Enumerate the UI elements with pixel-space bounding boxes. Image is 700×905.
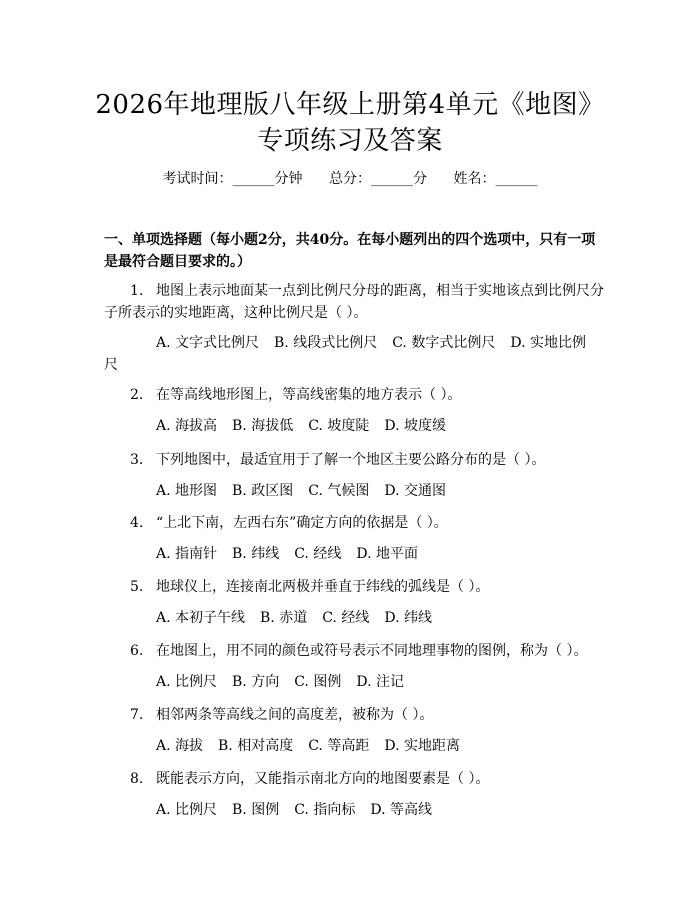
question-text: 在等高线地形图上，等高线密集的地方表示（ ）。 [156,387,462,403]
option-b: B. 赤道 [260,610,308,626]
option-a: A. 比例尺 [156,802,218,818]
option-b: B. 图例 [232,802,280,818]
question-3 [104,449,604,471]
options-3 [104,480,656,502]
question-4 [104,512,604,534]
exam-name: 姓名：______ [453,171,538,187]
options-8 [104,799,656,821]
option-d: D. 纬线 [384,610,432,626]
option-b: B. 纬线 [232,546,280,562]
exam-time: 考试时间：______分钟 [162,171,303,187]
question-text: 相邻两条等高线之间的高度差，被称为（ ）。 [156,707,434,723]
option-c: C. 数字式比例尺 [392,335,496,351]
option-d: D. 地平面 [356,546,418,562]
question-number: 2. [130,387,144,403]
options-2 [104,415,656,437]
option-d: D. 等高线 [370,802,432,818]
question-2 [104,384,604,406]
option-b: B. 方向 [232,674,280,690]
option-c: C. 经线 [322,610,370,626]
option-b: B. 海拔低 [232,418,294,434]
option-c: C. 气候图 [308,483,370,499]
question-text: 地球仪上，连接南北两极并垂直于纬线的弧线是（ ）。 [156,579,490,595]
page-title: 2026年地理版八年级上册第4单元《地图》 [95,90,605,120]
question-6 [104,640,604,662]
question-5 [104,576,604,598]
option-d: D. 交通图 [384,483,446,499]
exam-score: 总分：______分 [329,171,427,187]
question-1 [104,280,604,324]
option-c: C. 指向标 [294,802,356,818]
option-a: A. 海拔高 [156,418,218,434]
option-d: D. 实地距离 [384,738,460,754]
option-a: A. 文字式比例尺 [156,335,260,351]
question-number: 6. [130,643,144,659]
section-heading: 一、单项选择题（每小题2分，共40分。在每小题列出的四个选项中，只有一项是最符合题目要求的。） [104,232,596,270]
page-subtitle: 专项练习及答案 [257,126,443,156]
option-a: A. 本初子午线 [156,610,246,626]
options-1 [104,332,604,376]
question-text: 既能表示方向，又能指示南北方向的地图要素是（ ）。 [156,771,490,787]
exam-info [0,168,700,188]
option-c: C. 图例 [294,674,342,690]
question-number: 4. [130,515,144,531]
question-7 [104,704,604,726]
question-number: 3. [130,452,144,468]
question-8 [104,768,604,790]
options-7 [104,735,656,757]
option-c: C. 坡度陡 [308,418,370,434]
question-text: 在地图上，用不同的颜色或符号表示不同地理事物的图例，称为（ ）。 [156,643,588,659]
option-d: D. 坡度缓 [384,418,446,434]
option-d: D. 实地比例尺 [104,335,586,373]
question-text: 下列地图中，最适宜用于了解一个地区主要公路分布的是（ ）。 [156,452,546,468]
options-4 [104,543,656,565]
option-a: A. 地形图 [156,483,218,499]
option-a: A. 指南针 [156,546,218,562]
option-b: B. 相对高度 [218,738,294,754]
question-number: 1. [130,283,144,299]
option-c: C. 等高距 [308,738,370,754]
option-b: B. 政区图 [232,483,294,499]
option-c: C. 经线 [294,546,342,562]
options-5 [104,607,656,629]
question-number: 7. [130,707,144,723]
options-6 [104,671,656,693]
option-a: A. 海拔 [156,738,204,754]
question-text: “上北下南，左西右东”确定方向的依据是（ ）。 [156,515,448,531]
question-number: 5. [130,579,144,595]
option-d: D. 注记 [356,674,404,690]
option-a: A. 比例尺 [156,674,218,690]
option-b: B. 线段式比例尺 [274,335,378,351]
question-number: 8. [130,771,144,787]
question-text: 地图上表示地面某一点到比例尺分母的距离，相当于实地该点到比例尺分子所表示的实地距离，这种比例尺是（ ）。 [104,283,604,321]
